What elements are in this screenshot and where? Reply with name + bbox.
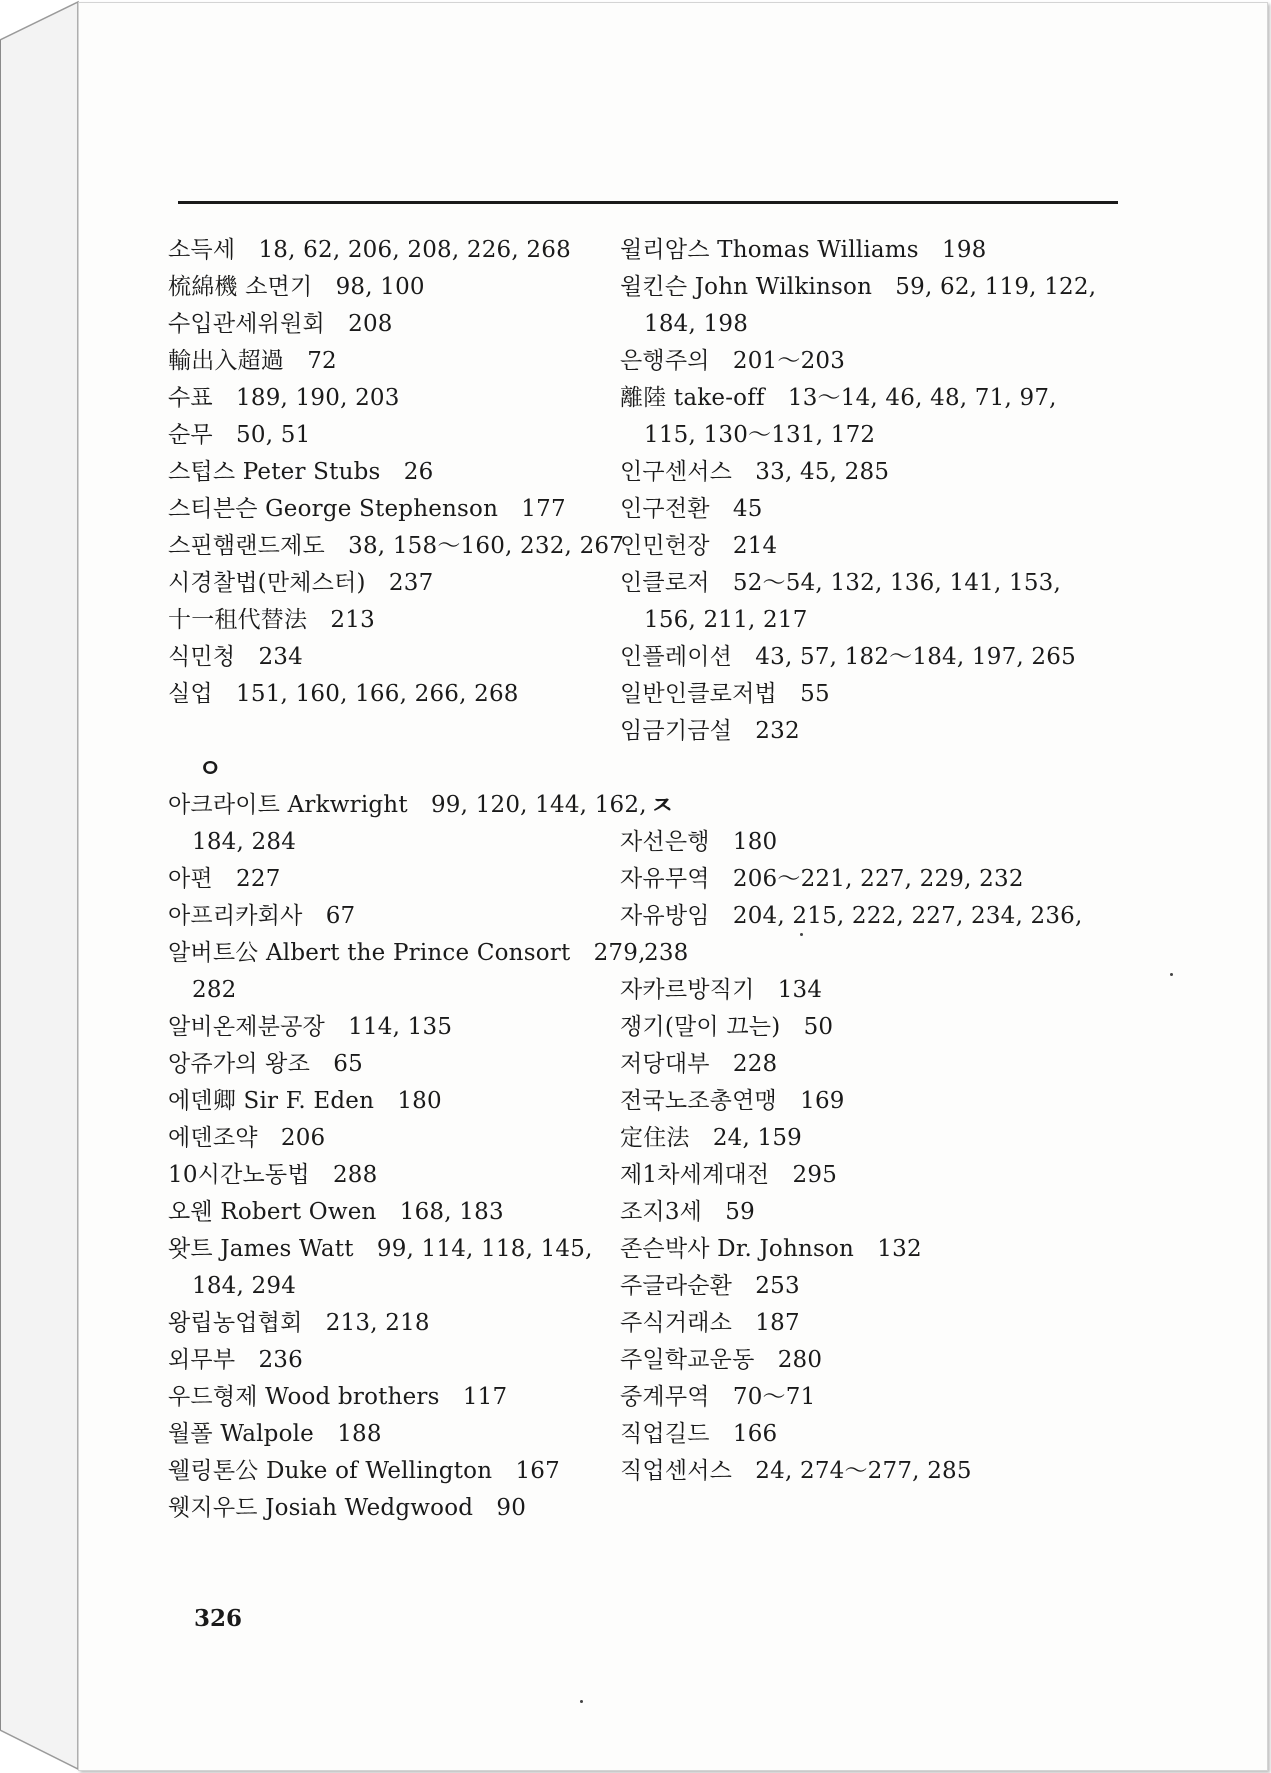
index-entry [620, 972, 1100, 1009]
index-term: 수표 [168, 385, 213, 411]
index-term: 인구전환 [620, 496, 710, 522]
index-pages: 132 [877, 1236, 922, 1262]
index-entry [168, 787, 648, 861]
index-pages: 236 [258, 1347, 303, 1373]
index-pages: 151, 160, 166, 266, 268 [236, 681, 519, 707]
index-term: 존슨박사 Dr. Johnson [620, 1236, 855, 1262]
index-term: 인구센서스 [620, 459, 733, 485]
index-entry [620, 1009, 1100, 1046]
index-pages: 52～54, 132, 136, 141, 153, 156, 211, 217 [644, 570, 1062, 633]
index-pages: 213 [330, 607, 375, 633]
index-entry [168, 343, 648, 380]
index-entry [620, 269, 1100, 343]
index-pages: 98, 100 [335, 274, 425, 300]
index-term: 직업길드 [620, 1421, 710, 1447]
index-pages: 253 [755, 1273, 800, 1299]
index-pages: 13～14, 46, 48, 71, 97, 115, 130～131, 172 [644, 385, 1057, 448]
index-entry [620, 343, 1100, 380]
index-entry [620, 1083, 1100, 1120]
index-term: 알비온제분공장 [168, 1014, 325, 1040]
index-term: 윌킨슨 John Wilkinson [620, 274, 873, 300]
index-pages: 280 [777, 1347, 823, 1373]
index-pages: 38, 158～160, 232, 267 [348, 533, 625, 559]
index-entry [168, 1453, 648, 1490]
index-entry [168, 565, 648, 602]
index-term: 제1차세계대전 [620, 1162, 770, 1188]
index-entry [620, 1268, 1100, 1305]
index-pages: 99, 114, 118, 145, 184, 294 [192, 1236, 593, 1299]
index-term: 자유방임 [620, 903, 710, 929]
index-pages: 18, 62, 206, 208, 226, 268 [258, 237, 571, 263]
index-entry [168, 639, 648, 676]
speck-mark [580, 1700, 583, 1703]
index-entry [168, 491, 648, 528]
index-entry [168, 1416, 648, 1453]
index-pages: 204, 215, 222, 227, 234, 236, 238 [644, 903, 1083, 966]
index-list-right [620, 232, 1100, 750]
index-entry [168, 232, 648, 269]
index-term: 수입관세위원회 [168, 311, 325, 337]
index-term: 輸出入超過 [168, 348, 284, 374]
index-pages: 169 [800, 1088, 845, 1114]
index-entry [168, 1046, 648, 1083]
index-entry [168, 1379, 648, 1416]
index-entry [620, 1194, 1100, 1231]
index-entry [620, 1231, 1100, 1268]
index-entry [168, 935, 648, 1009]
index-term: 스텁스 Peter Stubs [168, 459, 381, 485]
index-term: 순무 [168, 422, 213, 448]
index-term: 아크라이트 Arkwright [168, 792, 408, 818]
index-entry [620, 713, 1100, 750]
index-entry [620, 898, 1100, 972]
index-entry [620, 1342, 1100, 1379]
index-pages: 166 [732, 1421, 778, 1447]
index-term: 오웬 Robert Owen [168, 1199, 377, 1225]
index-entry [168, 861, 648, 898]
index-entry [168, 269, 648, 306]
index-pages: 72 [307, 348, 337, 374]
index-term: 인민헌장 [620, 533, 710, 559]
index-entry [620, 639, 1100, 676]
index-term: 알버트公 Albert the Prince Consort [168, 940, 571, 966]
index-entry [168, 1120, 648, 1157]
index-entry [620, 676, 1100, 713]
index-list-left [168, 232, 648, 713]
index-entry [620, 380, 1100, 454]
index-entry [168, 1231, 648, 1305]
index-term: 월폴 Walpole [168, 1421, 314, 1447]
index-term: 자카르방직기 [620, 977, 755, 1003]
index-entry [620, 454, 1100, 491]
index-term: 주글라순환 [620, 1273, 733, 1299]
index-term: 저당대부 [620, 1051, 710, 1077]
index-entry [168, 306, 648, 343]
index-term: 우드형제 Wood brothers [168, 1384, 440, 1410]
index-entry [168, 417, 648, 454]
index-pages: 134 [777, 977, 823, 1003]
index-entry [168, 1157, 648, 1194]
index-pages: 33, 45, 285 [755, 459, 890, 485]
index-pages: 24, 274～277, 285 [755, 1458, 972, 1484]
index-entry [620, 1120, 1100, 1157]
index-term: 인플레이션 [620, 644, 733, 670]
index-pages: 117 [462, 1384, 508, 1410]
index-term: 조지3세 [620, 1199, 703, 1225]
index-term: 식민청 [168, 644, 236, 670]
index-entry [168, 602, 648, 639]
index-term: 定住法 [620, 1125, 690, 1151]
index-entry [620, 824, 1100, 861]
index-term: 직업센서스 [620, 1458, 733, 1484]
index-entry [620, 1379, 1100, 1416]
index-entry [620, 565, 1100, 639]
index-entry [168, 454, 648, 491]
index-pages: 295 [792, 1162, 838, 1188]
index-entry [620, 1416, 1100, 1453]
index-term: 에덴卿 Sir F. Eden [168, 1088, 375, 1114]
index-entry [168, 528, 648, 565]
index-pages: 214 [732, 533, 778, 559]
index-pages: 187 [755, 1310, 800, 1336]
header-rule [178, 201, 1118, 204]
index-pages: 188 [337, 1421, 382, 1447]
index-term: 소득세 [168, 237, 236, 263]
index-pages: 99, 120, 144, 162, 184, 284 [192, 792, 647, 855]
index-pages: 206 [280, 1125, 326, 1151]
index-pages: 228 [732, 1051, 778, 1077]
index-pages: 67 [325, 903, 356, 929]
index-pages: 168, 183 [399, 1199, 504, 1225]
index-term: 외무부 [168, 1347, 236, 1373]
page-number: 326 [194, 1605, 243, 1632]
index-entry [620, 1157, 1100, 1194]
index-term: 실업 [168, 681, 213, 707]
index-entry [168, 898, 648, 935]
index-pages: 26 [403, 459, 434, 485]
index-pages: 237 [388, 570, 434, 596]
index-pages: 177 [521, 496, 566, 522]
index-term: 주일학교운동 [620, 1347, 755, 1373]
index-entry [168, 1009, 648, 1046]
index-term: 스티븐슨 George Stephenson [168, 496, 499, 522]
speck-mark [800, 933, 803, 936]
index-term: 임금기금설 [620, 718, 733, 744]
index-term: 스핀햄랜드제도 [168, 533, 325, 559]
index-pages: 208 [348, 311, 393, 337]
index-term: 주식거래소 [620, 1310, 733, 1336]
index-pages: 59, 62, 119, 122, 184, 198 [644, 274, 1097, 337]
index-entry [168, 1194, 648, 1231]
index-term: 梳綿機 소면기 [168, 274, 313, 300]
index-pages: 50 [803, 1014, 834, 1040]
index-entry [168, 676, 648, 713]
index-pages: 70～71 [732, 1384, 816, 1410]
index-term: 앙쥬가의 왕조 [168, 1051, 311, 1077]
index-pages: 65 [333, 1051, 363, 1077]
speck-mark [1170, 973, 1173, 976]
index-term: 웻지우드 Josiah Wedgwood [168, 1495, 474, 1521]
index-pages: 288 [332, 1162, 378, 1188]
index-term: 아편 [168, 866, 213, 892]
index-pages: 227 [236, 866, 281, 892]
section-heading-j: ㅈ [650, 791, 675, 820]
index-pages: 90 [496, 1495, 527, 1521]
index-pages: 55 [800, 681, 830, 707]
index-entry [620, 861, 1100, 898]
index-term: 중계무역 [620, 1384, 710, 1410]
index-pages: 114, 135 [348, 1014, 453, 1040]
index-pages: 45 [732, 496, 763, 522]
index-term: 에덴조약 [168, 1125, 258, 1151]
index-term: 자선은행 [620, 829, 710, 855]
index-term: 왕립농업협회 [168, 1310, 303, 1336]
index-term: 자유무역 [620, 866, 710, 892]
index-pages: 189, 190, 203 [236, 385, 400, 411]
index-pages: 43, 57, 182～184, 197, 265 [755, 644, 1076, 670]
index-entry [620, 491, 1100, 528]
index-term: 웰링톤公 Duke of Wellington [168, 1458, 493, 1484]
index-term: 인클로저 [620, 570, 710, 596]
index-term: 윌리암스 Thomas Williams [620, 237, 919, 263]
index-column-left [168, 232, 648, 1527]
index-pages: 206～221, 227, 229, 232 [732, 866, 1024, 892]
index-entry [620, 1453, 1100, 1490]
index-list-o [168, 787, 648, 1527]
index-entry [620, 1305, 1100, 1342]
index-term: 쟁기(말이 끄는) [620, 1014, 781, 1040]
index-term: 離陸 take-off [620, 385, 765, 411]
index-pages: 213, 218 [325, 1310, 430, 1336]
index-pages: 232 [755, 718, 800, 744]
index-column-right [620, 232, 1100, 1490]
index-entry [620, 528, 1100, 565]
index-entry [168, 380, 648, 417]
index-pages: 167 [515, 1458, 560, 1484]
index-pages: 198 [942, 237, 987, 263]
index-entry [168, 1083, 648, 1120]
index-term: 10시간노동법 [168, 1162, 310, 1188]
index-term: 十一租代替法 [168, 607, 308, 633]
book-spine-edge [0, 0, 80, 1773]
index-entry [620, 1046, 1100, 1083]
index-entry [168, 1490, 648, 1527]
index-term: 은행주의 [620, 348, 710, 374]
index-entry [620, 232, 1100, 269]
index-pages: 234 [258, 644, 303, 670]
index-pages: 279, 282 [192, 940, 646, 1003]
index-pages: 24, 159 [712, 1125, 803, 1151]
index-pages: 201～203 [732, 348, 846, 374]
index-list-j [620, 824, 1100, 1490]
index-pages: 180 [732, 829, 778, 855]
index-pages: 59 [725, 1199, 755, 1225]
index-entry [168, 1305, 648, 1342]
index-entry [168, 1342, 648, 1379]
index-pages: 50, 51 [236, 422, 311, 448]
index-term: 왓트 James Watt [168, 1236, 354, 1262]
index-term: 전국노조총연맹 [620, 1088, 777, 1114]
index-term: 아프리카회사 [168, 903, 303, 929]
section-heading-o: ㅇ [198, 754, 223, 783]
index-pages: 180 [397, 1088, 442, 1114]
index-term: 시경찰법(만체스터) [168, 570, 366, 596]
index-term: 일반인클로저법 [620, 681, 777, 707]
